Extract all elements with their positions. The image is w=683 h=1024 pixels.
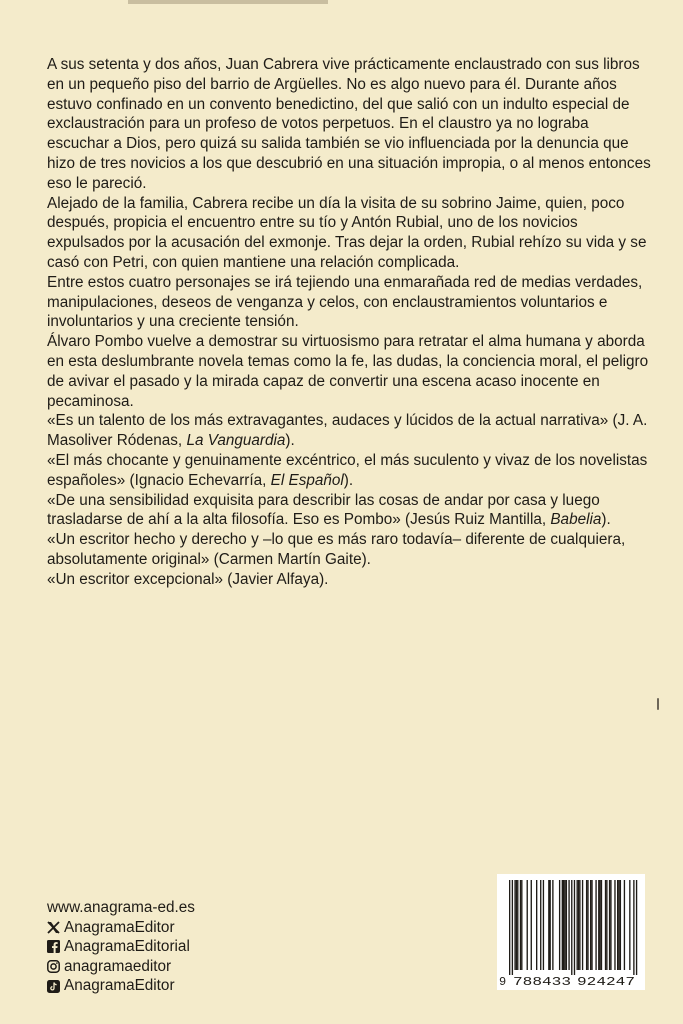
barcode-bar [578,880,579,970]
barcode-bar [633,880,634,975]
barcode-bar [540,880,541,970]
synopsis-paragraph-2: Alejado de la familia, Cabrera recibe un día la visita de su sobrino Jaime, quien, poco después, propicia el encuentro entre su tío y Antón Rubial, uno de los novicios expulsados por la acusación del exmonje. Tras dejar la orden, Rubial rehízo su vida y se casó con Petri, con quien mantiene una relación complicada. [47,194,647,271]
top-edge-shadow [128,0,328,4]
tiktok-handle: AnagramaEditor [64,977,175,995]
barcode-bar [601,880,602,970]
barcode-bar [618,880,619,970]
barcode-bar [620,880,621,970]
barcode-bar [564,880,565,970]
x-handle: AnagramaEditor [64,918,175,936]
barcode-bar [587,880,588,970]
barcode-bar [559,880,560,970]
x-link[interactable] [47,918,327,938]
barcode-bar [550,880,551,970]
instagram-link[interactable] [47,957,327,977]
review-quote-2: «El más chocante y genuinamente excéntrico, el más suculento y vivaz de los novelistas españoles» (Ignacio Echevarría, El Español). [47,451,648,489]
quote-source: El Español [270,471,344,489]
barcode-bar [516,880,517,970]
barcode-bar [595,880,596,970]
barcode-bar [531,880,532,970]
barcode-right-digits: 924247 [577,975,635,989]
facebook-handle: AnagramaEditorial [64,938,190,956]
back-cover-blurb [47,55,653,590]
barcode-bar [586,880,587,970]
barcode-lead-digit: 9 [499,975,507,989]
barcode-left-digits: 788433 [513,975,571,989]
isbn-barcode [497,874,645,990]
barcode-bar [521,880,522,970]
barcode-bar [543,880,544,970]
barcode-bar [610,880,611,970]
barcode-bar [520,880,521,970]
edge-mark [657,698,659,710]
barcode-bar [609,880,610,970]
tiktok-icon [47,980,60,993]
website-link[interactable] [47,898,327,918]
instagram-handle: anagramaeditor [64,957,172,975]
tiktok-link[interactable] [47,976,327,996]
barcode-bar [590,880,591,970]
instagram-icon [47,960,60,973]
facebook-icon [47,940,60,953]
barcode-bar [563,880,564,970]
quote-source: La Vanguardia [186,432,286,450]
barcode-bar [514,880,515,970]
publisher-links [47,898,327,996]
quote-source: Babelia [550,511,602,529]
barcode-bar [624,880,625,970]
barcode-bar [617,880,618,970]
review-quote-5: «Un escritor excepcional» (Javier Alfaya). [47,570,329,588]
barcode-bar [512,880,513,975]
barcode-bar [509,880,510,975]
barcode-bar [566,880,567,970]
review-quote-4: «Un escritor hecho y derecho y –lo que es más raro todavía– diferente de cualquiera, absolutamente original» (Carmen Martín Gaite). [47,531,626,568]
barcode-bar [605,880,606,970]
synopsis-paragraph-4: Álvaro Pombo vuelve a demostrar su virtuosismo para retratar el alma humana y aborda en esta deslumbrante novela temas como la fe, las dudas, la conciencia moral, el peligro de avivar el pasado y la mirada capaz de convertir una escena acaso inocente en pecaminosa. [47,333,649,410]
barcode-bar [574,880,575,975]
facebook-link[interactable] [47,937,327,957]
barcode-bar [582,880,583,970]
barcode-bars [509,880,637,975]
barcode-bar [629,880,630,970]
website-text: www.anagrama-ed.es [47,899,195,916]
barcode-bar [548,880,549,970]
barcode-bar [527,880,528,970]
barcode-bar [606,880,607,970]
barcode-bar [552,880,553,970]
barcode-bar [536,880,537,970]
barcode-bar [562,880,563,970]
barcode-bar [517,880,518,970]
barcode-bar [579,880,580,970]
review-quote-3: «De una sensibilidad exquisita para describir las cosas de andar por casa y luego trasladarse de ahí a la alta filosofía. Eso es Pombo» (Jesús Ruiz Mantilla, Babelia). [47,491,611,529]
barcode-bar [571,880,572,975]
synopsis-paragraph-3: Entre estos cuatro personajes se irá tejiendo una enmarañada red de medias verdades, manipulaciones, deseos de venganza y celos, con enclaustramientos voluntarios e involuntarios y una creciente tensión. [47,273,643,331]
barcode-bar [614,880,615,970]
barcode-bar [599,880,600,970]
review-quote-1: «Es un talento de los más extravagantes, audaces y lúcidos de la actual narrativa» (J. A. Masoliver Ródenas, La Vanguardia). [47,412,648,450]
synopsis-paragraph-1: A sus setenta y dos años, Juan Cabrera vive prácticamente enclaustrado con sus libros en un pequeño piso del barrio de Argüelles. No es algo nuevo para él. Durante años estuvo confinado en un convento benedictino, del que salió con un indulto especial de exclaustración para un profeso de votos perpetuos. En el claustro ya no lograba escuchar a Dios, pero quizá su salida también se vio influenciada por la denuncia que hizo de tres novicios a los que descubrió en una situación impropia, o al menos entonces eso le pareció. [47,56,651,192]
barcode-graphic [497,874,645,990]
barcode-bar [591,880,592,970]
barcode-bar [577,880,578,970]
barcode-bar [568,880,569,970]
x-icon [47,921,60,934]
barcode-bar [598,880,599,970]
barcode-bar [636,880,637,975]
